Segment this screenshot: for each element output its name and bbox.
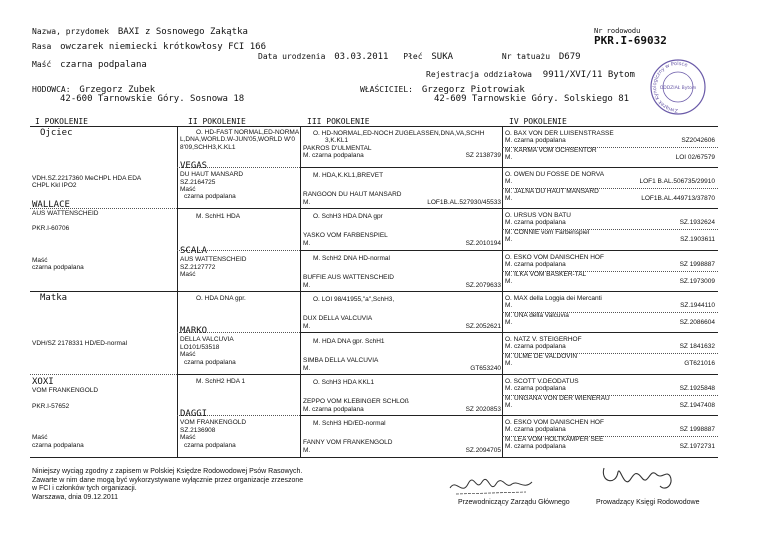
g2-3-color: czarna podpalana bbox=[184, 358, 236, 366]
g3-1-name: PAKROS D'ULMENTAL bbox=[303, 144, 372, 152]
signature-2 bbox=[596, 462, 686, 498]
g4-8-am: M. czarna podpalana bbox=[505, 426, 566, 434]
owner-address: 42-609 Tarnowskie Góry. Solskiego 81 bbox=[434, 94, 630, 104]
g3-1-l1: O. HD-NORMAL,ED-NOCH ZUGELASSEN,DNA,VA,SCHH bbox=[313, 130, 485, 137]
g3-1-reg: SZ 2138739 bbox=[465, 152, 501, 160]
row-line-g3-3 bbox=[300, 332, 718, 333]
registration-row bbox=[426, 70, 635, 80]
g4-4-b: M. ILKA VOM BASKER-TAL bbox=[505, 270, 587, 278]
g2-3-color-label: Maść bbox=[180, 351, 196, 359]
dam-pkr: PKR.I-57652 bbox=[32, 402, 70, 410]
g3-4-reg: SZ.2079633 bbox=[465, 281, 501, 289]
sire-name1: WALLACE bbox=[32, 199, 70, 210]
g3-7-reg: SZ 2020853 bbox=[465, 405, 501, 413]
g4-1-bm: M. bbox=[505, 154, 513, 162]
g3-2-reg: LOF1B.AL.527930/45533 bbox=[427, 198, 501, 206]
g2-4-name2: VOM FRANKENGOLD bbox=[180, 419, 247, 427]
g3-7-name: ZEPPO VOM KLEBINGER SCHLOß bbox=[303, 398, 409, 406]
owner-label: WŁAŚCICIEL: bbox=[360, 85, 413, 94]
g3-8-reg: SZ.2094705 bbox=[465, 446, 501, 454]
g2-2-name2: AUS WATTENSCHEID bbox=[180, 256, 247, 264]
g3-2-l1: M. HDA,K.KL1,BREVET bbox=[313, 172, 384, 179]
g2-4-l1: M. SchH2 HDA 1 bbox=[196, 378, 246, 385]
g2-1-name2: DU HAUT MANSARD bbox=[180, 171, 244, 179]
birth-value: 03.03.2011 bbox=[334, 52, 389, 62]
g4-cell-1 bbox=[505, 130, 715, 167]
gen-header-3: III POKOLENIE bbox=[307, 117, 370, 126]
col-line-3 bbox=[502, 126, 503, 457]
g3-1-m: M. czarna podpalana bbox=[303, 152, 364, 160]
g3-3-m: M. bbox=[303, 239, 311, 247]
g4-2-ar: LOF1 B.AL.506735/29910 bbox=[639, 178, 715, 186]
g4-8-bm: M. czarna podpalana bbox=[505, 443, 566, 451]
g2-4-color-label: Maść bbox=[180, 434, 196, 442]
sire-pkr: PKR.I-60706 bbox=[32, 225, 70, 233]
table-top-line bbox=[30, 126, 718, 127]
tattoo-label: Nr tatuażu bbox=[501, 52, 551, 61]
color-label: Maść bbox=[32, 60, 52, 69]
g4-2-bm: M. bbox=[505, 195, 513, 203]
name-label: Nazwa, przydomek bbox=[32, 27, 110, 36]
g4-7-a: O. SCOTT V.DEODATUS bbox=[505, 378, 579, 385]
g2-2-l1: M. SchH1 HDA bbox=[196, 213, 241, 220]
gen-header-4: IV POKOLENIE bbox=[509, 117, 567, 126]
g4-4-a: O. ESKO VOM DÄNISCHEN HOF bbox=[505, 254, 604, 261]
g4-5-am: M. bbox=[505, 302, 513, 310]
g4-7-b: M. UNGANA VON DER WIENERAU bbox=[505, 394, 610, 402]
g2-cell-4 bbox=[180, 378, 299, 456]
dam-reg: VDH/SZ 2178331 HD/ED-normal bbox=[32, 340, 128, 347]
g3-cell-8 bbox=[303, 420, 501, 457]
sex-label: Płeć bbox=[403, 52, 423, 61]
tattoo-value: D679 bbox=[558, 52, 581, 62]
g4-2-b: M. JALNA DU HAUT MANSARD bbox=[505, 187, 599, 195]
sire-color: czarna podpalana bbox=[32, 264, 84, 272]
name-row bbox=[32, 27, 248, 37]
g4-6-am: M. czarna podpalana bbox=[505, 343, 566, 351]
g4-3-a: O. URSUS VON BATU bbox=[505, 212, 571, 219]
sex-value: SUKA bbox=[431, 52, 454, 62]
g4-4-ar: SZ 1998887 bbox=[679, 261, 715, 269]
g3-3-l1: O. SchH3 HDA DNA gpr bbox=[313, 213, 383, 220]
g4-2-br: LOF1B.AL.449713/37870 bbox=[641, 195, 715, 203]
row-line-g3-1 bbox=[300, 167, 718, 168]
g4-5-br: SZ.2086604 bbox=[679, 319, 715, 327]
g3-6-l1: M. HDA DNA gpr. SchH1 bbox=[313, 338, 385, 345]
signature-1 bbox=[446, 470, 536, 500]
g4-5-bm: M. bbox=[505, 319, 513, 327]
breed-row bbox=[32, 42, 266, 52]
g3-8-l1: M. SchH3 HD/ED-normal bbox=[313, 420, 386, 427]
g4-6-a: O. NATZ V. STEIGERHOF bbox=[505, 336, 582, 343]
col-line-1 bbox=[177, 126, 178, 457]
g4-3-br: SZ.1903611 bbox=[680, 236, 715, 244]
g4-1-br: LOI 02/67579 bbox=[675, 154, 715, 162]
g3-cell-1 bbox=[303, 130, 501, 167]
g4-1-a: O. BAX VON DER LUISENSTRASSE bbox=[505, 130, 614, 137]
stamp-inner: ODDZIAŁ Bytom bbox=[659, 86, 697, 91]
g3-3-reg: SZ.2010194 bbox=[465, 239, 501, 247]
g4-7-am: M. czarna podpalana bbox=[505, 385, 566, 393]
g2-2-reg: SZ.2127772 bbox=[180, 263, 216, 271]
g4-8-b: M. LEA VOM HOLTKÄMPER SEE bbox=[505, 435, 604, 443]
row-line-g3-2 bbox=[300, 250, 718, 251]
table-bottom-line bbox=[30, 457, 718, 458]
col-line-2 bbox=[300, 126, 301, 457]
g4-5-ar: SZ.1944110 bbox=[680, 302, 715, 310]
regnum-value: PKR.I-69032 bbox=[594, 34, 667, 47]
g3-2-m: M. bbox=[303, 198, 311, 206]
g3-1-l2: 3,K.KL1 bbox=[325, 137, 349, 145]
color-row bbox=[32, 60, 147, 70]
dam-name2: VOM FRANKENGOLD bbox=[32, 387, 99, 395]
g3-4-l1: M. SchH2 DNA HD-normal bbox=[313, 255, 390, 262]
g4-cell-8 bbox=[505, 419, 715, 456]
g2-4-color: czarna podpalana bbox=[184, 441, 236, 449]
dam-cell bbox=[32, 293, 176, 456]
g4-cell-6 bbox=[505, 336, 715, 373]
sire-reg: VDH.SZ.2217360 MeCHPL HDA EDA bbox=[32, 175, 142, 182]
dam-color-label: Maść bbox=[32, 434, 48, 442]
breeder-label: HODOWCA: bbox=[32, 85, 71, 94]
sire-titles: CHPL Kkl IPO2 bbox=[32, 182, 77, 190]
g4-7-br: SZ.1947408 bbox=[679, 402, 715, 410]
g4-8-br: SZ.1972731 bbox=[679, 443, 715, 451]
row-line-g3-4 bbox=[300, 415, 718, 416]
table-mid-line bbox=[30, 291, 718, 292]
dog-name: BAXI z Sosnowego Zakątka bbox=[117, 27, 248, 37]
g3-8-name: FANNY VOM FRANKENGOLD bbox=[303, 439, 393, 447]
g3-4-m: M. bbox=[303, 281, 311, 289]
office-stamp bbox=[646, 58, 710, 116]
g4-cell-2 bbox=[505, 171, 715, 208]
g4-1-ar: SZ2042606 bbox=[681, 137, 715, 145]
breeder-address: 42-600 Tarnowskie Góry. Sosnowa 18 bbox=[60, 94, 245, 104]
g2-4-reg: SZ.2136908 bbox=[180, 426, 216, 434]
g4-5-a: O. MAX della Loggia dei Mercanti bbox=[505, 295, 602, 302]
g3-cell-4 bbox=[303, 255, 501, 291]
g2-cell-3 bbox=[180, 295, 299, 373]
g2-3-name2: DELLA VALCUVIA bbox=[180, 336, 234, 344]
g4-6-bm: M. bbox=[505, 360, 513, 368]
birth-label: Data urodzenia bbox=[258, 52, 326, 61]
g2-2-name1: SCALA bbox=[180, 246, 208, 257]
g2-1-l2: L,DNA,WORLD.W-JUN'05,WORLD W'0 bbox=[180, 136, 296, 144]
g4-7-bm: M. bbox=[505, 402, 513, 410]
dam-name1: XOXI bbox=[32, 377, 54, 388]
g3-cell-3 bbox=[303, 213, 501, 250]
g4-cell-5 bbox=[505, 295, 715, 332]
g4-6-br: GT621016 bbox=[684, 360, 715, 368]
g3-7-m: M. czarna podpalana bbox=[303, 405, 364, 413]
footer-line-4: Warszawa, dnia 09.12.2011 bbox=[32, 493, 118, 501]
footer-line-1: Niniejszy wyciąg zgodny z zapisem w Polskiej Księdze Rodowodowej Psów Rasowych. bbox=[32, 468, 303, 475]
g4-3-ar: SZ.1932624 bbox=[679, 219, 715, 227]
row-line-g2-2 bbox=[177, 374, 718, 375]
g2-1-l1: O. HD-FAST NORMAL,ED-NORMA bbox=[196, 129, 299, 136]
g4-8-a: O. ESKO VOM DÄNISCHEN HOF bbox=[505, 419, 604, 426]
footer-text bbox=[32, 468, 303, 502]
breed-value: owczarek niemiecki krótkowłosy FCI 166 bbox=[60, 42, 266, 52]
g4-1-am: M. czarna podpalana bbox=[505, 137, 566, 145]
g4-2-a: O. OWEN DU FOSSE DE NORVA bbox=[505, 171, 605, 178]
sire-cell bbox=[32, 128, 176, 290]
g3-5-reg: SZ.2052621 bbox=[465, 322, 501, 330]
dam-color: czarna podpalana bbox=[32, 441, 84, 449]
dam-role: Matka bbox=[40, 293, 68, 303]
g2-1-reg: SZ.2164725 bbox=[180, 178, 216, 186]
gen-header-1: I POKOLENIE bbox=[35, 117, 88, 126]
g4-6-ar: SZ 1841632 bbox=[679, 343, 715, 351]
g3-5-m: M. bbox=[303, 322, 311, 330]
g2-4-name1: DAGGI bbox=[180, 409, 208, 420]
g4-cell-3 bbox=[505, 212, 715, 249]
g3-7-l1: O. SchH3 HDA KKL1 bbox=[313, 379, 375, 386]
g3-3-name: YASKO VOM FARBENSPIEL bbox=[303, 232, 388, 240]
g2-1-color: czarna podpalana bbox=[184, 193, 236, 201]
g4-3-b: M. CONNIE vom Farbenspiel bbox=[505, 228, 590, 236]
g2-cell-1 bbox=[180, 129, 299, 207]
g4-cell-4 bbox=[505, 254, 715, 291]
sire-name2: AUS WATTENSCHEID bbox=[32, 209, 99, 217]
g2-1-name1: VEGAS bbox=[180, 161, 208, 172]
footer-line-3: w FCI i członków tych organizacji. bbox=[32, 485, 137, 492]
g3-cell-5 bbox=[303, 296, 501, 332]
g3-6-m: M. bbox=[303, 364, 311, 372]
g4-cell-7 bbox=[505, 378, 715, 415]
g4-1-b: M. KARMA VOM OCHSENTOR bbox=[505, 146, 597, 154]
sire-role: Ojciec bbox=[40, 128, 73, 138]
breeder-name: Grzegorz Zubek bbox=[79, 85, 156, 95]
g2-3-reg: LO101/53518 bbox=[180, 343, 220, 351]
g4-3-bm: M. bbox=[505, 236, 513, 244]
footer-line-2: Zawarte w nim dane mogą być wykorzystywane wyłącznie przez organizacje zrzeszone bbox=[32, 476, 304, 484]
g3-4-name: BUFFIE AUS WATTENSCHEID bbox=[303, 274, 395, 282]
g2-3-name1: MARKO bbox=[180, 326, 208, 337]
signature-2-caption: Prowadzący Księgi Rodowodowe bbox=[596, 499, 700, 506]
g4-8-ar: SZ 1998887 bbox=[679, 426, 715, 434]
g2-1-l3: 8'09,SCHH3,K.KL1 bbox=[180, 143, 236, 151]
g4-4-br: SZ.1973009 bbox=[679, 278, 715, 286]
g3-2-name: RANGOON DU HAUT MANSARD bbox=[303, 191, 402, 199]
g2-2-color-label: Maść bbox=[180, 271, 196, 279]
registration-label: Rejestracja oddziałowa bbox=[426, 70, 532, 79]
g2-cell-2 bbox=[180, 213, 299, 291]
g4-4-bm: M. bbox=[505, 278, 513, 286]
g4-7-ar: SZ.1925848 bbox=[679, 385, 715, 393]
breed-label: Rasa bbox=[32, 42, 52, 51]
g2-3-l1: O. HDA DNA gpr. bbox=[196, 295, 246, 302]
color-value: czarna podpalana bbox=[60, 60, 147, 70]
g3-6-reg: GT653240 bbox=[470, 364, 501, 372]
g4-5-b: M. UNA della Valcuvia bbox=[505, 311, 569, 319]
g3-cell-7 bbox=[303, 379, 501, 415]
signature-1-caption: Przewodniczący Zarządu Głównego bbox=[458, 499, 570, 506]
regnum-label: Nr rodowodu bbox=[594, 27, 641, 35]
g3-5-l1: O. LOI 98/41955,"a",SchH3, bbox=[313, 296, 395, 303]
g4-2-am: M. bbox=[505, 178, 513, 186]
g3-8-m: M. bbox=[303, 446, 311, 454]
g3-cell-6 bbox=[303, 338, 501, 374]
registration-value: 9911/XVI/11 Bytom bbox=[542, 70, 635, 80]
g4-6-b: M. ULME DE VALDOVIN bbox=[505, 352, 578, 360]
g4-4-am: M. czarna podpalana bbox=[505, 261, 566, 269]
birth-row bbox=[258, 52, 581, 62]
gen-header-2: II POKOLENIE bbox=[188, 117, 246, 126]
g3-6-name: SIMBA DELLA VALCUVIA bbox=[303, 357, 379, 365]
sire-color-label: Maść bbox=[32, 256, 48, 264]
owner-name: Grzegorz Piotrowiak bbox=[421, 85, 525, 95]
g4-3-am: M. czarna podpalana bbox=[505, 219, 566, 227]
g2-1-color-label: Maść bbox=[180, 186, 196, 194]
stamp-text: Związek Kynologiczny w Polsce bbox=[652, 60, 689, 114]
g3-5-name: DUX DELLA VALCUVIA bbox=[303, 315, 373, 323]
